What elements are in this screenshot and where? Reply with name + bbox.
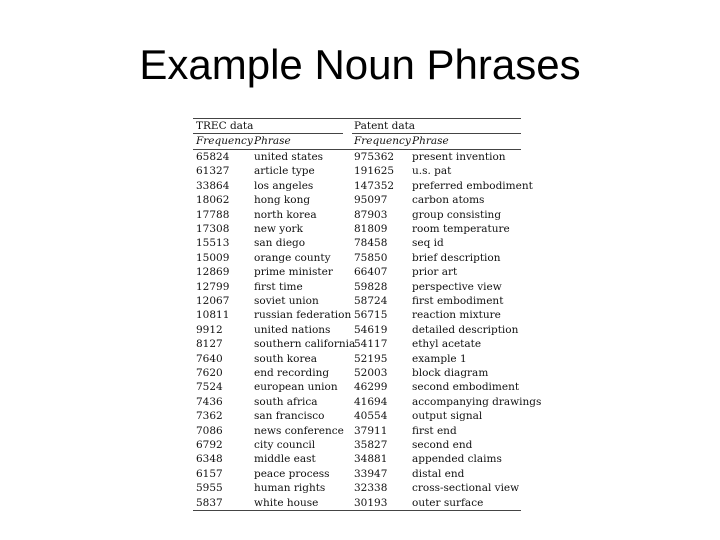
trec-phrase-cell: orange county	[254, 251, 331, 264]
patent-phrase-cell: brief description	[412, 251, 501, 264]
patent-frequency-cell: 37911	[354, 424, 388, 437]
trec-phrase-cell: white house	[254, 496, 319, 509]
patent-frequency-cell: 52003	[354, 367, 388, 379]
table-row	[193, 193, 521, 207]
table-row	[193, 222, 521, 236]
patent-frequency-cell: 81809	[354, 223, 388, 235]
trec-frequency-cell: 65824	[196, 151, 230, 163]
trec-frequency-cell: 7640	[196, 352, 223, 365]
patent-frequency-cell: 41694	[354, 395, 388, 408]
table-row	[193, 164, 521, 178]
patent-frequency-cell: 40554	[354, 410, 388, 423]
patent-phrase-cell: cross-sectional view	[412, 482, 520, 495]
trec-phrase-cell: north korea	[254, 208, 317, 221]
trec-phrase-cell: new york	[254, 223, 303, 235]
trec-phrase-cell: russian federation	[254, 309, 352, 322]
trec-frequency-cell: 6348	[196, 453, 223, 466]
patent-phrase-cell: appended claims	[412, 453, 502, 466]
page-title: Example Noun Phrases	[139, 41, 581, 88]
patent-frequency-cell: 32338	[354, 482, 388, 495]
trec-phrase-cell: south africa	[254, 395, 318, 408]
trec-phrase-cell: first time	[254, 280, 303, 293]
trec-frequency-cell: 7362	[196, 410, 223, 423]
table-row	[193, 265, 521, 279]
column-header-patent-frequency: Frequency	[354, 135, 411, 147]
patent-frequency-cell: 34881	[354, 453, 388, 466]
patent-phrase-cell: outer surface	[412, 496, 484, 509]
patent-phrase-cell: group consisting	[412, 208, 502, 221]
trec-phrase-cell: san francisco	[254, 410, 325, 423]
trec-frequency-cell: 12869	[196, 266, 230, 279]
table-row	[193, 352, 521, 366]
table-row	[193, 395, 542, 409]
patent-phrase-cell: first embodiment	[412, 295, 504, 307]
patent-frequency-cell: 46299	[354, 381, 388, 394]
table-row	[193, 280, 521, 294]
patent-frequency-cell: 75850	[354, 251, 388, 264]
patent-phrase-cell: prior art	[412, 266, 458, 279]
trec-phrase-cell: middle east	[254, 453, 316, 466]
patent-phrase-cell: reaction mixture	[412, 309, 501, 322]
patent-frequency-cell: 87903	[354, 208, 388, 221]
patent-phrase-cell: output signal	[412, 410, 483, 423]
table-row	[193, 366, 521, 380]
trec-frequency-cell: 15009	[196, 251, 230, 264]
trec-phrase-cell: end recording	[254, 367, 330, 379]
trec-frequency-cell: 17788	[196, 208, 230, 221]
trec-frequency-cell: 33864	[196, 179, 230, 192]
trec-phrase-cell: south korea	[254, 352, 317, 365]
patent-phrase-cell: preferred embodiment	[412, 179, 533, 192]
patent-phrase-cell: second embodiment	[412, 381, 520, 394]
trec-phrase-cell: san diego	[254, 237, 306, 250]
table-row	[193, 294, 521, 308]
patent-frequency-cell: 54619	[354, 323, 388, 336]
patent-frequency-cell: 35827	[354, 439, 388, 451]
table-row	[193, 337, 521, 351]
trec-frequency-cell: 6792	[196, 439, 223, 451]
trec-frequency-cell: 12067	[196, 295, 230, 307]
patent-frequency-cell: 56715	[354, 309, 388, 322]
patent-phrase-cell: perspective view	[412, 280, 502, 293]
noun-phrase-table	[193, 114, 542, 512]
trec-phrase-cell: prime minister	[254, 266, 333, 279]
table-row	[193, 380, 521, 394]
trec-frequency-cell: 17308	[196, 223, 230, 235]
patent-phrase-cell: example 1	[412, 352, 467, 365]
trec-phrase-cell: hong kong	[254, 194, 311, 207]
patent-phrase-cell: second end	[412, 439, 473, 451]
trec-frequency-cell: 5955	[196, 482, 223, 495]
patent-frequency-cell: 78458	[354, 237, 388, 250]
trec-phrase-cell: european union	[254, 381, 338, 394]
trec-frequency-cell: 7086	[196, 424, 223, 437]
trec-frequency-cell: 7524	[196, 381, 223, 394]
patent-frequency-cell: 58724	[354, 295, 388, 307]
patent-phrase-cell: block diagram	[412, 367, 489, 379]
trec-frequency-cell: 18062	[196, 194, 230, 207]
patent-frequency-cell: 975362	[354, 151, 395, 163]
column-header-trec-phrase: Phrase	[254, 135, 291, 147]
trec-phrase-cell: peace process	[254, 467, 330, 480]
table-row	[193, 424, 521, 438]
table-row	[193, 179, 533, 193]
table-row	[193, 438, 521, 452]
patent-phrase-cell: detailed description	[412, 323, 519, 336]
patent-frequency-cell: 52195	[354, 352, 388, 365]
patent-frequency-cell: 191625	[354, 165, 395, 178]
trec-phrase-cell: united states	[254, 151, 324, 163]
table-row	[193, 323, 521, 337]
trec-phrase-cell: article type	[254, 165, 315, 178]
column-header-patent-phrase: Phrase	[412, 135, 449, 147]
table-row	[193, 251, 521, 265]
table-row	[193, 308, 521, 322]
table-row	[193, 236, 521, 250]
patent-phrase-cell: present invention	[412, 151, 506, 163]
table-row	[193, 150, 521, 164]
patent-phrase-cell: distal end	[412, 467, 465, 480]
patent-frequency-cell: 33947	[354, 467, 388, 480]
patent-phrase-cell: accompanying drawings	[412, 395, 542, 408]
patent-phrase-cell: carbon atoms	[412, 194, 485, 207]
patent-phrase-cell: first end	[412, 424, 457, 437]
trec-frequency-cell: 8127	[196, 338, 223, 351]
table-row	[193, 208, 521, 222]
trec-phrase-cell: united nations	[254, 323, 331, 336]
trec-phrase-cell: southern california	[254, 338, 356, 351]
trec-phrase-cell: city council	[254, 439, 316, 451]
patent-phrase-cell: seq id	[412, 237, 444, 250]
patent-frequency-cell: 54117	[354, 338, 388, 351]
table-row	[193, 496, 521, 510]
patent-phrase-cell: ethyl acetate	[412, 338, 482, 351]
trec-frequency-cell: 9912	[196, 323, 223, 336]
table-row	[193, 409, 521, 423]
trec-frequency-cell: 15513	[196, 237, 230, 250]
trec-frequency-cell: 10811	[196, 309, 230, 322]
trec-frequency-cell: 6157	[196, 467, 223, 480]
table-row	[193, 452, 521, 466]
trec-frequency-cell: 7620	[196, 367, 223, 379]
trec-frequency-cell: 61327	[196, 165, 230, 178]
trec-phrase-cell: los angeles	[254, 179, 314, 192]
trec-phrase-cell: soviet union	[254, 295, 319, 307]
column-header-trec-frequency: Frequency	[196, 135, 253, 147]
table-bottom-rule	[193, 510, 521, 511]
trec-frequency-cell: 5837	[196, 496, 223, 509]
group-header-patent: Patent data	[354, 120, 416, 132]
group-header-trec: TREC data	[196, 120, 254, 132]
patent-frequency-cell: 30193	[354, 496, 388, 509]
patent-frequency-cell: 95097	[354, 194, 388, 207]
table-row	[193, 467, 521, 481]
table-row	[193, 481, 521, 495]
patent-phrase-cell: u.s. pat	[412, 165, 452, 178]
trec-frequency-cell: 12799	[196, 280, 230, 293]
patent-frequency-cell: 147352	[354, 179, 395, 192]
trec-frequency-cell: 7436	[196, 395, 223, 408]
trec-phrase-cell: news conference	[254, 424, 344, 437]
patent-frequency-cell: 59828	[354, 280, 388, 293]
patent-phrase-cell: room temperature	[412, 223, 510, 235]
patent-frequency-cell: 66407	[354, 266, 388, 279]
trec-phrase-cell: human rights	[254, 482, 326, 495]
